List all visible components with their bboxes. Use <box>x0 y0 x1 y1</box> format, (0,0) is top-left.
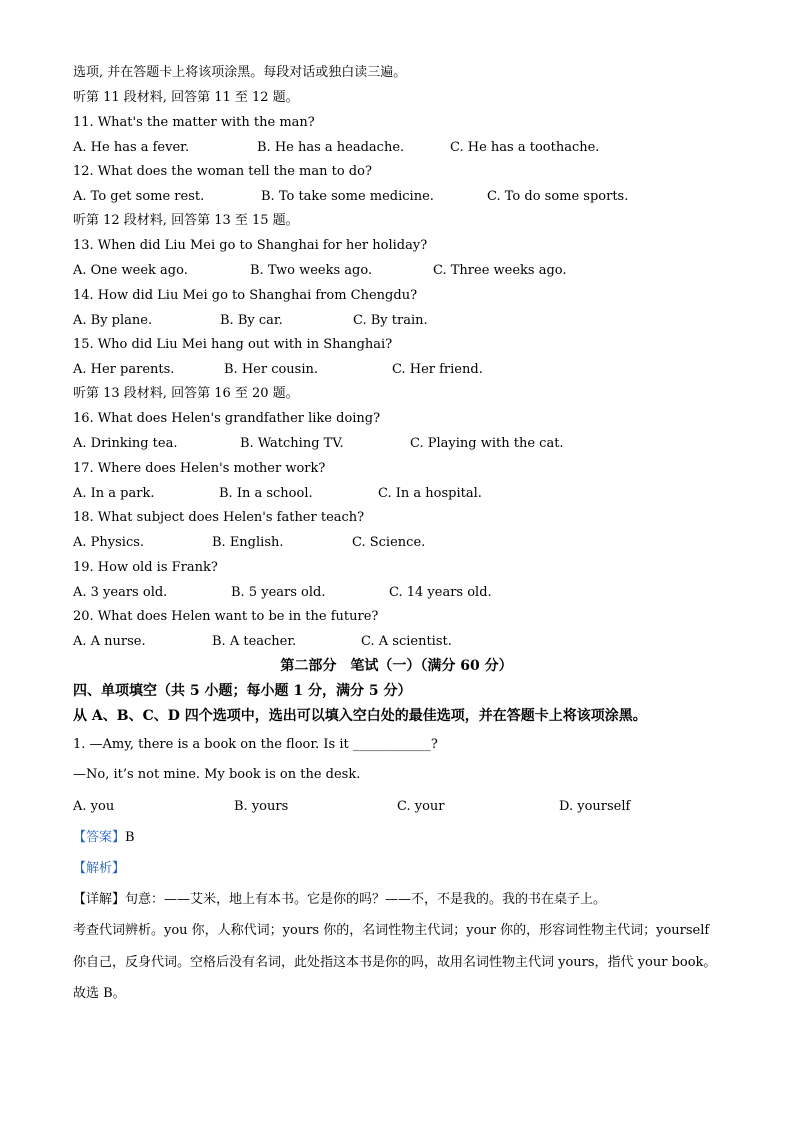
question-17: 17. Where does Helen's mother work? <box>73 461 326 476</box>
answer-tag: 【答案】 <box>73 830 126 845</box>
answer-line <box>73 830 733 846</box>
option-a: A. Drinking tea. <box>73 436 178 451</box>
option-c: C. To do some sports. <box>487 189 629 204</box>
question-20: 20. What does Helen want to be in the future? <box>73 609 379 624</box>
intro-line: 选项, 并在答题卡上将该项涂黑。每段对话或独白读三遍。 <box>73 65 407 80</box>
detail-line-3: 你自己，反身代词。空格后没有名词，此处指这本书是你的吗，故用名词性物主代词 yours，指代 your book。 <box>73 955 717 970</box>
option-c: C. 14 years old. <box>389 585 492 600</box>
option-c: C. A scientist. <box>361 634 452 649</box>
option-a: A. A nurse. <box>73 634 146 649</box>
question-15: 15. Who did Liu Mei hang out with in Shanghai? <box>73 337 393 352</box>
option-a: A. Physics. <box>73 535 145 550</box>
option-a: A. Her parents. <box>73 362 175 377</box>
detail-line-4: 故选 B。 <box>73 986 126 1001</box>
option-a: A. One week ago. <box>73 263 188 278</box>
option-b: B. He has a headache. <box>257 140 405 155</box>
option-a: A. you <box>73 799 115 814</box>
question-18: 18. What subject does Helen's father teach? <box>73 510 365 525</box>
option-b: B. English. <box>212 535 284 550</box>
option-b: B. Her cousin. <box>224 362 319 377</box>
option-a: A. He has a fever. <box>73 140 190 155</box>
detail-text-1: 句意：——艾米，地上有本书。它是你的吗？——不，不是我的。我的书在桌子上。 <box>125 892 607 907</box>
option-a: A. In a park. <box>73 486 155 501</box>
option-b: B. By car. <box>220 313 283 328</box>
question-13: 13. When did Liu Mei go to Shanghai for her holiday? <box>73 238 428 253</box>
mc1-question: 1. —Amy, there is a book on the floor. Is it ____________? <box>73 737 438 752</box>
option-c: C. In a hospital. <box>378 486 482 501</box>
detail-tag: 【详解】 <box>73 892 126 907</box>
question-14: 14. How did Liu Mei go to Shanghai from Chengdu? <box>73 288 418 303</box>
option-d: D. yourself <box>559 799 631 814</box>
mc1-response: —No, it’s not mine. My book is on the desk. <box>73 767 361 782</box>
option-c: C. Science. <box>352 535 426 550</box>
option-a: A. By plane. <box>73 313 153 328</box>
option-c: C. He has a toothache. <box>450 140 600 155</box>
analysis-tag: 【解析】 <box>73 861 126 876</box>
question-12: 12. What does the woman tell the man to do? <box>73 164 372 179</box>
option-c: C. Three weeks ago. <box>433 263 567 278</box>
option-b: B. Watching TV. <box>240 436 344 451</box>
option-c: C. By train. <box>353 313 428 328</box>
option-b: B. In a school. <box>219 486 313 501</box>
listening-instruction-12: 听第 12 段材料, 回答第 13 至 15 题。 <box>73 213 299 228</box>
option-b: B. Two weeks ago. <box>250 263 373 278</box>
listening-instruction-13: 听第 13 段材料, 回答第 16 至 20 题。 <box>73 386 299 401</box>
option-b: B. 5 years old. <box>231 585 326 600</box>
option-b: B. A teacher. <box>212 634 297 649</box>
option-b: B. To take some medicine. <box>261 189 434 204</box>
option-c: C. your <box>397 799 445 814</box>
question-11: 11. What's the matter with the man? <box>73 115 315 130</box>
question-19: 19. How old is Frank? <box>73 560 218 575</box>
option-a: A. To get some rest. <box>73 189 205 204</box>
detail-line-1 <box>73 892 733 908</box>
section4-instruction: 从 A、B、C、D 四个选项中，选出可以填入空白处的最佳选项，并在答题卡上将该项涂黑。 <box>73 708 647 724</box>
part2-title: 第二部分 笔试（一）（满分 60 分） <box>280 658 513 674</box>
listening-instruction-11: 听第 11 段材料, 回答第 11 至 12 题。 <box>73 90 299 105</box>
question-16: 16. What does Helen's grandfather like doing? <box>73 411 381 426</box>
option-b: B. yours <box>234 799 289 814</box>
analysis-line <box>73 861 733 877</box>
option-c: C. Playing with the cat. <box>410 436 564 451</box>
option-c: C. Her friend. <box>392 362 483 377</box>
section4-title: 四、单项填空（共 5 小题；每小题 1 分，满分 5 分） <box>73 683 412 699</box>
option-a: A. 3 years old. <box>73 585 168 600</box>
answer-value: B <box>125 830 135 845</box>
detail-line-2: 考查代词辨析。you 你，人称代词；yours 你的，名词性物主代词；your 你的，形容词性物主代词；yourself <box>73 923 710 938</box>
